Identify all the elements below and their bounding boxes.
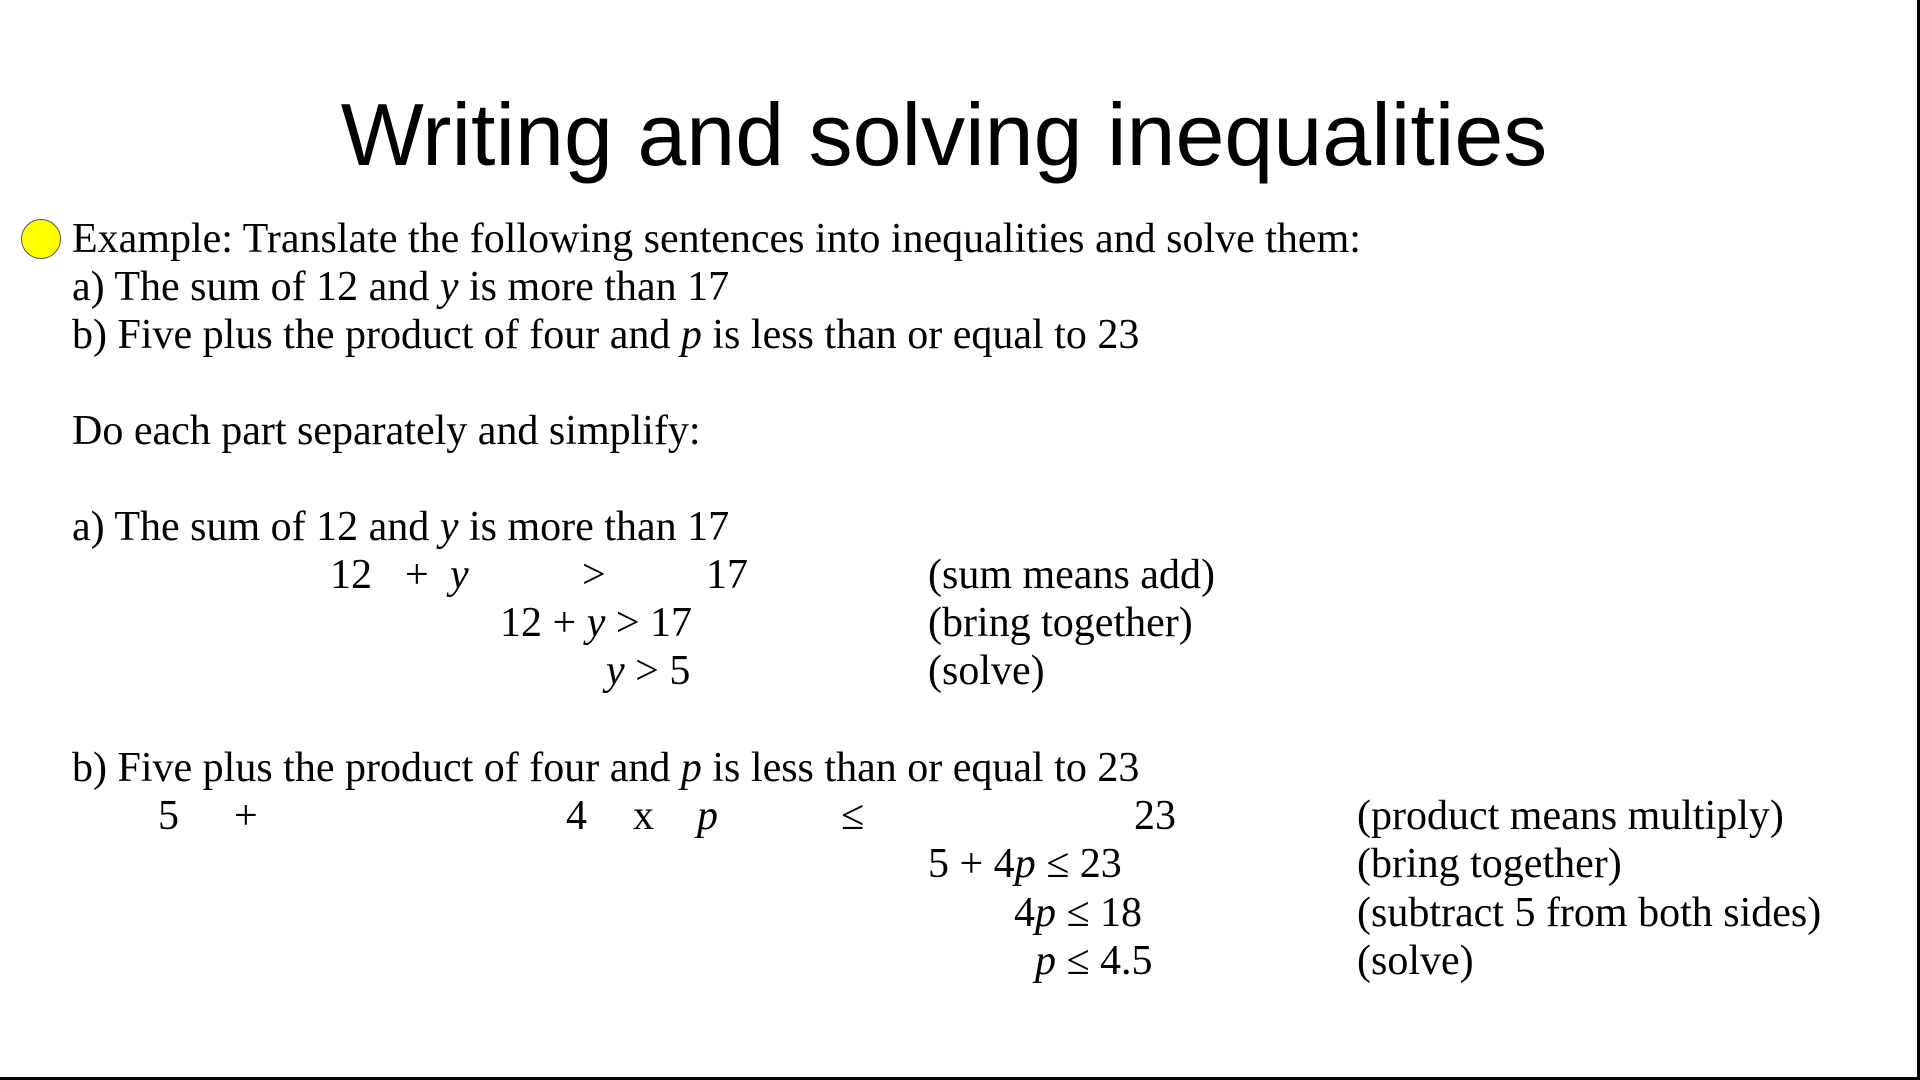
part-a-step-3: y > 5 (606, 648, 691, 694)
part-b-step-2: 5 + 4p ≤ 23 (928, 841, 1122, 887)
part-a-note-2: (bring together) (928, 600, 1193, 646)
part-b-note-2: (bring together) (1357, 841, 1622, 887)
part-a-heading: a) The sum of 12 and y is more than 17 (72, 504, 730, 550)
part-b-term-23: 23 (1134, 793, 1176, 839)
instruction: Do each part separately and simplify: (72, 408, 701, 454)
yellow-bullet-icon (21, 219, 61, 259)
part-b-le: ≤ (841, 793, 865, 839)
part-b-step-4: p ≤ 4.5 (1035, 938, 1153, 984)
part-a-plus: + (405, 552, 429, 598)
part-a-note-1: (sum means add) (928, 552, 1215, 598)
part-b-note-3: (subtract 5 from both sides) (1357, 890, 1822, 936)
part-b-note-4: (solve) (1357, 938, 1474, 984)
part-a-note-3: (solve) (928, 648, 1045, 694)
part-a-step-2: 12 + y > 17 (500, 600, 693, 646)
part-b-term-4: 4 (566, 793, 587, 839)
part-b-note-1: (product means multiply) (1357, 793, 1784, 839)
part-b-var-p: p (697, 793, 718, 839)
intro-line: Example: Translate the following sentences into inequalities and solve them: (72, 216, 1361, 262)
intro-part-a: a) The sum of 12 and y is more than 17 (72, 264, 730, 310)
intro-part-b: b) Five plus the product of four and p is less than or equal to 23 (72, 312, 1140, 358)
part-b-plus: + (234, 793, 258, 839)
part-b-heading: b) Five plus the product of four and p is less than or equal to 23 (72, 745, 1140, 791)
part-a-term-12: 12 (330, 552, 372, 598)
part-b-step-3: 4p ≤ 18 (1014, 890, 1143, 936)
part-a-var-y: y (450, 552, 469, 598)
part-a-gt: > (582, 552, 606, 598)
part-a-term-17: 17 (706, 552, 748, 598)
part-b-term-5: 5 (158, 793, 179, 839)
part-b-times: x (633, 793, 654, 839)
slide-title: Writing and solving inequalities (340, 85, 1548, 184)
